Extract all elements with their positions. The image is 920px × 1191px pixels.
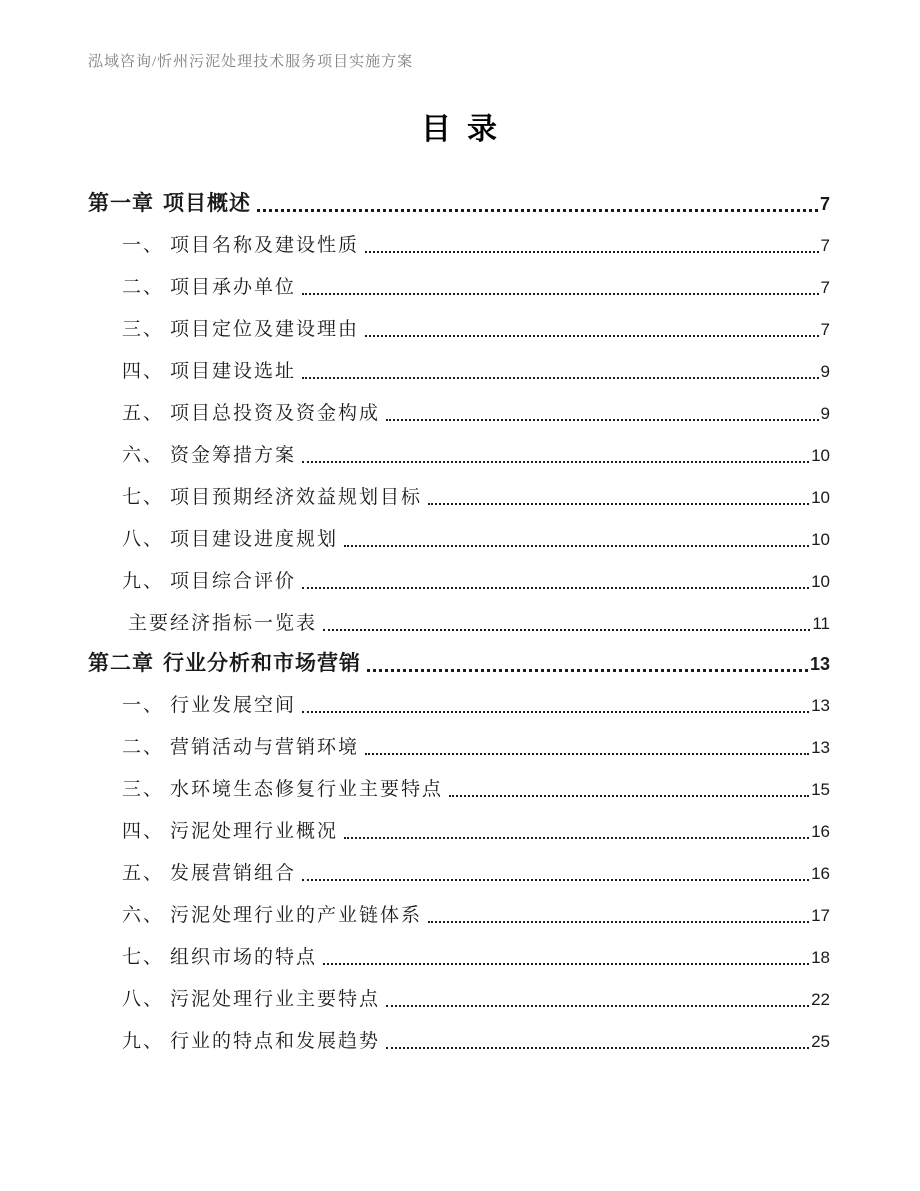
page-number: 13: [811, 738, 830, 757]
entry-number: 七、: [122, 487, 165, 508]
toc-entry[interactable]: [88, 819, 830, 844]
entry-number: 四、: [122, 361, 165, 382]
entry-number: 一、: [122, 235, 165, 256]
page-number: 11: [812, 614, 830, 633]
toc-entry[interactable]: [88, 735, 830, 760]
entry-title: 项目名称及建设性质: [170, 235, 360, 256]
entry-number: 一、: [122, 695, 165, 716]
chapter-label: 第一章: [88, 191, 154, 215]
page-number: 13: [809, 654, 830, 674]
leader-dots: [449, 795, 809, 797]
page-number: 15: [811, 780, 830, 799]
page-number: 7: [820, 236, 830, 255]
entry-number: 三、: [122, 779, 165, 800]
entry-number: 五、: [122, 403, 165, 424]
leader-dots: [365, 335, 819, 337]
leader-dots: [302, 377, 819, 379]
leader-dots: [257, 209, 818, 212]
toc-entry[interactable]: [88, 777, 830, 802]
page-number: 13: [811, 696, 830, 715]
entry-title: 项目建设进度规划: [170, 529, 339, 550]
toc-entry[interactable]: [88, 693, 830, 718]
entry-number: 七、: [122, 947, 165, 968]
entry-number: 六、: [122, 905, 165, 926]
entry-title: 项目总投资及资金构成: [170, 403, 381, 424]
toc-entry[interactable]: [88, 233, 830, 258]
leader-dots: [302, 461, 809, 463]
entry-number: 六、: [122, 445, 165, 466]
toc-entry[interactable]: [88, 611, 830, 636]
entry-title: 营销活动与营销环境: [170, 737, 360, 758]
leader-dots: [428, 503, 809, 505]
page-number: 18: [811, 948, 830, 967]
entry-number: 八、: [122, 989, 165, 1010]
toc-entry[interactable]: [88, 987, 830, 1012]
toc-entry[interactable]: [88, 359, 830, 384]
entry-number: 五、: [122, 863, 165, 884]
toc-entry[interactable]: [88, 945, 830, 970]
page-number: 7: [820, 278, 830, 297]
chapter-label: 第二章: [88, 651, 154, 675]
toc-entry[interactable]: [88, 485, 830, 510]
page-title: 目录: [421, 113, 513, 146]
entry-title: 项目预期经济效益规划目标: [170, 487, 423, 508]
entry-title: 项目定位及建设理由: [170, 319, 360, 340]
page-number: 22: [811, 990, 830, 1009]
leader-dots: [386, 1005, 809, 1007]
entry-number: 四、: [122, 821, 165, 842]
leader-dots: [386, 1047, 809, 1049]
toc-chapter-heading[interactable]: [88, 650, 830, 676]
page-number: 10: [811, 488, 830, 507]
page-number: 7: [820, 320, 830, 339]
page-number: 9: [820, 362, 830, 381]
page-number: 10: [811, 446, 830, 465]
toc-entry[interactable]: [88, 903, 830, 928]
leader-dots: [323, 629, 810, 631]
leader-dots: [428, 921, 809, 923]
page-number: 9: [820, 404, 830, 423]
entry-title: 污泥处理行业的产业链体系: [170, 905, 423, 926]
leader-dots: [302, 587, 809, 589]
leader-dots: [386, 419, 819, 421]
toc-entry[interactable]: [88, 527, 830, 552]
toc-entry[interactable]: [88, 401, 830, 426]
toc: [88, 190, 830, 1054]
entry-number: 八、: [122, 529, 165, 550]
entry-title: 资金筹措方案: [170, 445, 297, 466]
entry-title: 污泥处理行业概况: [170, 821, 339, 842]
entry-title: 发展营销组合: [170, 863, 297, 884]
leader-dots: [302, 293, 819, 295]
leader-dots: [302, 711, 809, 713]
page-number: 10: [811, 530, 830, 549]
toc-entry[interactable]: [88, 861, 830, 886]
leader-dots: [367, 669, 808, 672]
entry-number: 九、: [122, 1031, 165, 1052]
entry-title: 项目综合评价: [170, 571, 297, 592]
chapter-title: 行业分析和市场营销: [163, 651, 361, 675]
toc-entry[interactable]: [88, 275, 830, 300]
page-number: 16: [811, 822, 830, 841]
toc-entry[interactable]: [88, 1029, 830, 1054]
entry-title: 主要经济指标一览表: [128, 613, 318, 634]
entry-number: 二、: [122, 277, 165, 298]
toc-chapter-heading[interactable]: [88, 190, 830, 216]
leader-dots: [344, 837, 809, 839]
entry-number: 九、: [122, 571, 165, 592]
entry-number: 二、: [122, 737, 165, 758]
leader-dots: [323, 963, 809, 965]
toc-entry[interactable]: [88, 317, 830, 342]
leader-dots: [365, 251, 819, 253]
toc-entry[interactable]: [88, 569, 830, 594]
leader-dots: [344, 545, 809, 547]
entry-number: 三、: [122, 319, 165, 340]
entry-title: 行业发展空间: [170, 695, 297, 716]
chapter-title: 项目概述: [163, 191, 251, 215]
leader-dots: [302, 879, 809, 881]
page-number: 17: [811, 906, 830, 925]
entry-title: 组织市场的特点: [170, 947, 318, 968]
entry-title: 污泥处理行业主要特点: [170, 989, 381, 1010]
entry-title: 行业的特点和发展趋势: [170, 1031, 381, 1052]
page-number: 25: [811, 1032, 830, 1051]
page-number: 16: [811, 864, 830, 883]
toc-chapter: [88, 190, 830, 636]
page-number: 10: [811, 572, 830, 591]
entry-title: 项目承办单位: [170, 277, 297, 298]
document-header: 泓域咨询/忻州污泥处理技术服务项目实施方案: [88, 54, 414, 70]
page-number: 7: [819, 194, 830, 214]
toc-entry[interactable]: [88, 443, 830, 468]
entry-title: 项目建设选址: [170, 361, 297, 382]
toc-chapter: [88, 650, 830, 1054]
leader-dots: [365, 753, 809, 755]
entry-title: 水环境生态修复行业主要特点: [170, 779, 444, 800]
